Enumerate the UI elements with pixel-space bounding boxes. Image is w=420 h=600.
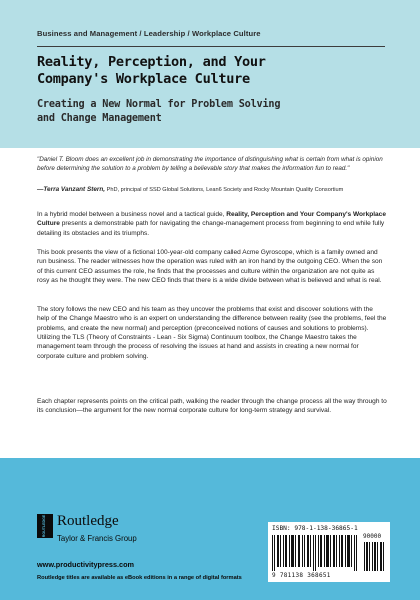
book-title-line-2: Company's Workplace Culture xyxy=(37,71,250,87)
paragraph-1-rest: presents a demonstrable path for navigating the change-management process from beginning to end while fully detailing its obstacles and its triumphs. xyxy=(37,220,385,237)
description-paragraph-2: This book presents the view of a fictional 100-year-old company called Acme Gyroscope, which is a family owned and run business. The reader witnesses how the operation was ruled with an iron hand by the outgoing CEO. When the son of this current CEO assumes the role, he finds that the processes and culture within the organization are not quite as rosy as he thought they were. The new CEO finds that there is a wide divide between what is believed and what is real. xyxy=(37,249,383,285)
description-area xyxy=(0,148,420,458)
category-line: Business and Management / Leadership / Workplace Culture xyxy=(37,29,261,38)
paragraph-1-book-title: Reality, Perception and Your Company's Workplace Culture xyxy=(37,211,386,228)
header-divider xyxy=(37,46,385,47)
book-title-line-1: Reality, Perception, and Your xyxy=(37,54,266,70)
ebook-note: Routledge titles are available as eBook editions in a range of digital formats xyxy=(37,575,242,581)
description-paragraph-3: The story follows the new CEO and his team as they uncover the problems that exist and discover solutions with the help of the Change Maestro who is an expert on understanding the difference between reality (see the problems, feel the problems, and create the new normal) and perception (preconceived notions of causes and solutions to problems). Utilizing the TLS (Theory of Constraints - Lean - Six Sigma) Continuum toolbox, the Change Maestro takes the management team through the process of resolving the issues at hand and assists in creating a new normal for corporate culture and problem solving. xyxy=(37,306,387,360)
book-title xyxy=(37,54,387,88)
book-subtitle-line-2: and Change Management xyxy=(37,113,162,124)
isbn-number: ISBN: 978-1-138-36865-1 xyxy=(272,525,358,532)
endorsement-attribution xyxy=(37,186,387,194)
endorsement-quote: "Daniel T. Bloom does an excellent job in demonstrating the importance of distinguishing what is certain from what is opinion before determining the solution to a problem by telling a believable story that makes the information fun to read." xyxy=(37,156,383,172)
addon-barcode-icon xyxy=(364,542,386,571)
paragraph-1-intro: In a hybrid model between a business novel and a tactical guide, xyxy=(37,211,227,218)
barcode-digits: 9 781138 368651 xyxy=(272,572,331,579)
publisher-group: Taylor & Francis Group xyxy=(57,534,137,543)
isbn-barcode xyxy=(268,522,390,582)
publisher-name: Routledge xyxy=(57,513,119,529)
description-paragraph-1 xyxy=(37,210,387,238)
routledge-logo-icon xyxy=(37,514,53,538)
barcode-addon-number: 90000 xyxy=(363,533,382,540)
barcode-icon xyxy=(272,535,360,571)
publisher-logo xyxy=(37,514,237,554)
book-subtitle-line-1: Creating a New Normal for Problem Solving xyxy=(37,99,281,110)
book-subtitle xyxy=(37,98,387,126)
publisher-website: www.productivitypress.com xyxy=(37,560,135,569)
endorsement-credentials: PhD, principal of SSD Global Solutions, Lean6 Society and Rocky Mountain Quality Consortium xyxy=(105,187,344,193)
svg-text:ROUTLEDGE: ROUTLEDGE xyxy=(42,514,46,538)
description-paragraph-4: Each chapter represents points on the critical path, walking the reader through the change process all the way through to its conclusion—the argument for the new normal corporate culture for long-term strategy and survival. xyxy=(37,398,387,415)
endorsement-author: —Terra Vanzant Stern, xyxy=(37,186,106,193)
